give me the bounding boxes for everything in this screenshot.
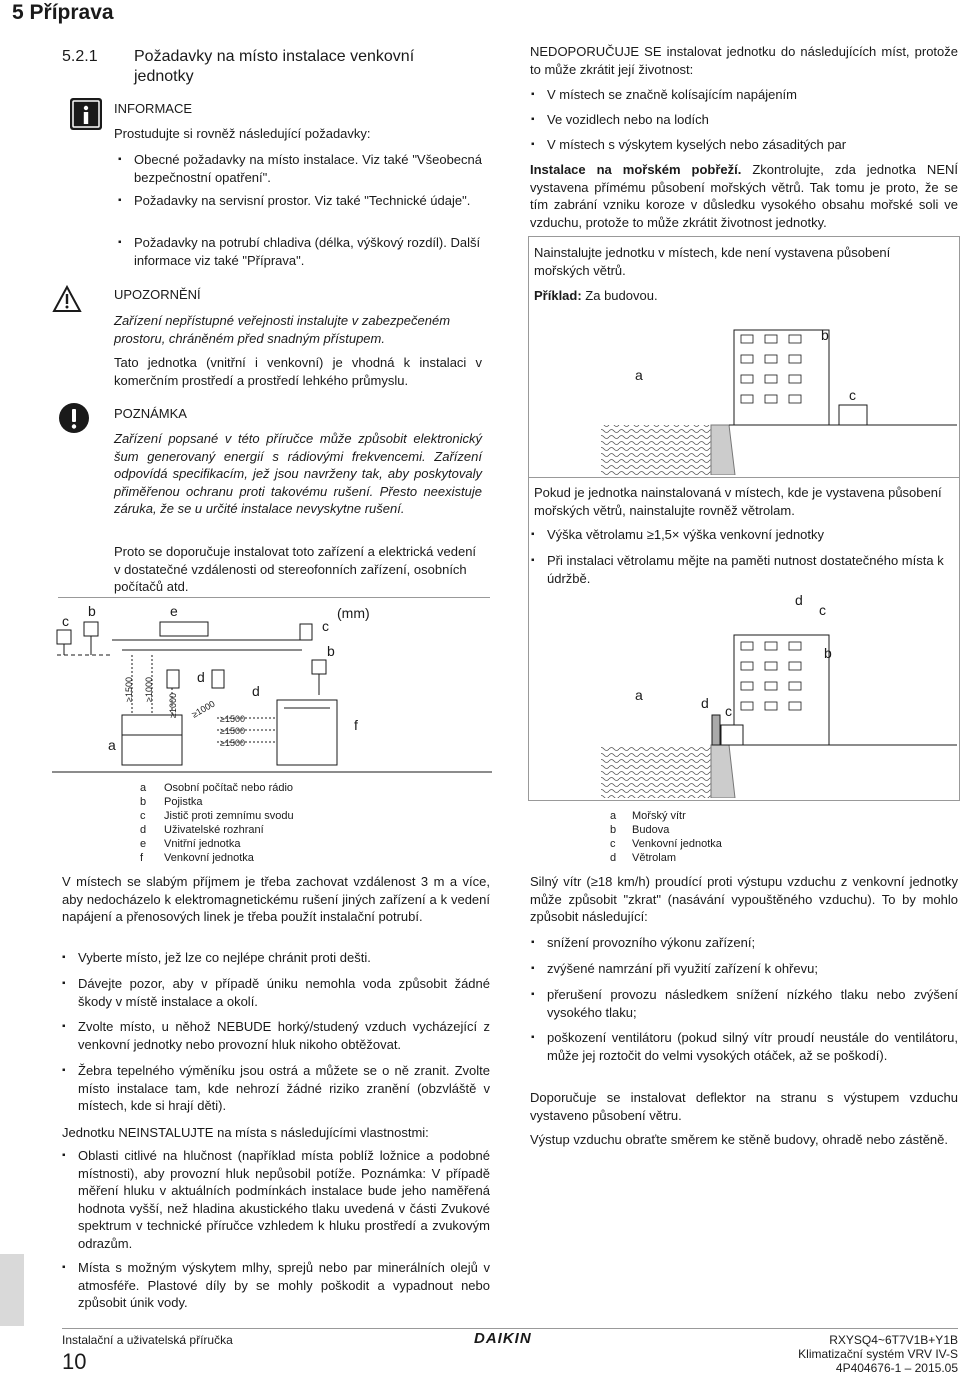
list-item: ▪ přerušení provozu následkem snížení nízkého tlaku nebo zvýšení vysokého tlaku;: [547, 986, 958, 1021]
svg-text:b: b: [327, 643, 335, 659]
dim-label: ≥1500: [220, 726, 245, 736]
legend-row: [140, 823, 360, 837]
list-item: ▪ Místa s možným výskytem mlhy, sprejů nebo par minerálních olejů v atmosféře. Plastové díly by se mohly poškodit a vypadnout nebo způsobit únik vody.: [78, 1259, 490, 1312]
legend-row: [140, 851, 360, 865]
legend-text: Uživatelské rozhraní: [164, 824, 264, 836]
note-title: POZNÁMKA: [114, 406, 187, 421]
example-text: [534, 287, 658, 305]
example-value: Za budovou.: [581, 288, 658, 303]
list-item: ▪ V místech se značně kolísajícím napájením: [547, 86, 958, 104]
dim-label: ≥1500: [220, 738, 245, 748]
note-text: Zařízení popsané v této příručce může způsobit elektronický šum generovaný energií s rádiovými frekvencemi. Zařízení odpovídá specifikacím, jež jsou navrženy tak, aby poskytovaly přiměřenou ochranu proti takovému rušení. Přesto neexistuje záruka, že se u určité instalace nevyskytne rušení.: [114, 431, 482, 516]
legend-key: a: [140, 782, 147, 794]
paragraph: V místech se slabým příjmem je třeba zachovat vzdálenost 3 m a více, aby nedocházelo k elektromagnetickému rušení jiných zařízení a k vedení napájení a přenosových linek je třeba použít instalační potrubí.: [62, 874, 490, 924]
list-item: ▪ Oblasti citlivé na hlučnost (například místa poblíž ložnice a podobné místnosti), aby provozní hluk nepůsobil potíže. Poznámka: V případě měření hluku v aktuálních podmínkách instalace bude jeho naměřená hodnota vyšší, než hladina akustického tlaku uvedená v části Zvukové spektrum v technické příručce vzhledem k hluku prostředí a zvukovým odrazům.: [78, 1147, 490, 1252]
paragraph: [530, 161, 958, 231]
legend-row: [610, 809, 810, 823]
building-diagram: [529, 320, 957, 475]
legend-row: [140, 781, 360, 795]
svg-text:b: b: [821, 327, 829, 343]
legend-key: c: [610, 838, 616, 850]
warning-icon: [52, 285, 82, 313]
sea-heading: Instalace na mořském pobřeží.: [530, 162, 742, 177]
section-title: Požadavky na místo instalace venkovní jednotky: [134, 48, 415, 85]
warning-text: Zařízení nepřístupné veřejnosti instalujte v zabezpečeném prostoru, chráněném před snadným přístupem.: [114, 313, 451, 346]
legend-text: Mořský vítr: [632, 810, 686, 822]
legend-key: d: [610, 852, 617, 864]
footer-manual-title: Instalační a uživatelská příručka: [62, 1333, 233, 1347]
list-item: ▪ V místech s výskytem kyselých nebo zásaditých par: [547, 136, 958, 154]
legend-text: Venkovní jednotka: [164, 852, 254, 864]
footer-model: RXYSQ4~6T7V1B+Y1B: [829, 1333, 958, 1347]
legend-text: Pojistka: [164, 796, 203, 808]
list-item: ▪ Výška větrolamu ≥1,5× výška venkovní jednotky: [547, 526, 947, 544]
legend-text: Venkovní jednotka: [632, 838, 722, 850]
info-intro: Prostudujte si rovněž následující požadavky:: [114, 126, 371, 141]
list-item: ▪ poškození ventilátoru (pokud silný vítr proudí neustále do ventilátoru, může jej roztočit do velmi vysokých otáček, až se poškodí).: [547, 1029, 958, 1064]
note-text: Proto se doporučuje instalovat toto zařízení a elektrická vedení v dostatečné vzdálenosti od stereofonních zařízení, osobních počítačů atd.: [114, 544, 477, 594]
list-item: ▪ zvýšené namrzání při využití zařízení k ohřevu;: [547, 960, 958, 978]
legend-row: [610, 823, 810, 837]
footer-system: Klimatizační systém VRV IV-S: [798, 1347, 958, 1361]
paragraph: Silný vítr (≥18 km/h) proudící proti výstupu vzduchu z venkovní jednotky může způsobit "zkrat" (nasávání vypouštěného vzduchu). To by mohlo způsobit následující:: [530, 874, 958, 924]
legend-row: [140, 809, 360, 823]
svg-text:c: c: [819, 602, 826, 618]
side-tab: [0, 1254, 24, 1326]
list-item: ▪ Při instalaci větrolamu mějte na paměti nutnost dostatečného místa k údržbě.: [547, 552, 957, 587]
legend-key: b: [140, 796, 147, 808]
windbreak-diagram: [529, 590, 957, 798]
svg-text:d: d: [701, 695, 709, 711]
footer-doc: 4P404676-1 – 2015.05: [835, 1361, 958, 1375]
info-icon: [70, 98, 102, 130]
svg-text:a: a: [108, 737, 116, 753]
legend-key: f: [140, 852, 144, 864]
example-label: Příklad:: [534, 288, 582, 303]
brand-text: DAIKIN: [474, 1330, 532, 1347]
daikin-logo: [474, 1331, 554, 1347]
svg-text:c: c: [322, 618, 329, 634]
paragraph: Jednotku NEINSTALUJTE na místa s následujícími vlastnostmi:: [62, 1125, 429, 1140]
svg-text:e: e: [170, 603, 178, 619]
legend-key: c: [140, 810, 146, 822]
warning-text: Tato jednotka (vnitřní i venkovní) je vhodná k instalaci v komerčním prostředí a prostředí lehkého průmyslu.: [114, 355, 482, 388]
chapter-title: 5 Příprava: [12, 1, 114, 24]
svg-text:f: f: [354, 717, 358, 733]
legend-key: e: [140, 838, 147, 850]
legend-row: [610, 837, 810, 851]
svg-text:a: a: [635, 367, 643, 383]
svg-text:d: d: [197, 669, 205, 685]
dim-label: ≥1000: [168, 693, 178, 718]
legend-text: Vnitřní jednotka: [164, 838, 241, 850]
paragraph: NEDOPORUČUJE SE instalovat jednotku do následujících míst, protože to může zkrátit její životnost:: [530, 44, 958, 77]
info-title: INFORMACE: [114, 101, 192, 116]
list-item: ▪ Vyberte místo, jež lze co nejlépe chránit proti dešti.: [78, 949, 490, 967]
svg-text:c: c: [849, 387, 856, 403]
list-item: ▪ Ve vozidlech nebo na lodích: [547, 111, 958, 129]
paragraph: Doporučuje se instalovat deflektor na stranu s výstupem vzduchu vystaveno působení větru.: [530, 1090, 958, 1123]
info-item: ▪ Obecné požadavky na místo instalace. Viz také "Všeobecná bezpečnostní opatření".: [134, 151, 482, 186]
info-item: ▪ Požadavky na potrubí chladiva (délka, výškový rozdíl). Další informace viz také "Příprava".: [134, 234, 482, 269]
svg-text:d: d: [795, 592, 803, 608]
svg-text:b: b: [824, 645, 832, 661]
page-number: 10: [62, 1349, 87, 1374]
legend-row: [610, 851, 810, 865]
dim-label: ≥1500: [220, 714, 245, 724]
svg-text:b: b: [88, 603, 96, 619]
legend-text: Jistič proti zemnímu svodu: [164, 810, 294, 822]
legend-row: [140, 837, 360, 851]
exclamation-icon: [58, 402, 90, 434]
legend-text: Osobní počítač nebo rádio: [164, 782, 294, 794]
installation-diagram: [52, 600, 492, 780]
dim-label: ≥1500: [124, 677, 134, 702]
figure-legend: [140, 781, 360, 865]
box-text: Nainstalujte jednotku v místech, kde není vystavena působení mořských větrů.: [534, 245, 891, 278]
warning-title: UPOZORNĚNÍ: [114, 287, 201, 302]
svg-text:c: c: [62, 613, 69, 629]
footer-divider: [62, 1328, 958, 1329]
legend-row: [140, 795, 360, 809]
list-item: ▪ snížení provozního výkonu zařízení;: [547, 934, 958, 952]
divider: [58, 597, 490, 598]
svg-text:c: c: [725, 703, 732, 719]
svg-text:a: a: [635, 687, 643, 703]
list-item: ▪ Dávejte pozor, aby v případě úniku nemohla voda způsobit žádné škody v místě instalace a okolí.: [78, 975, 490, 1010]
unit-label: (mm): [337, 605, 370, 621]
sea-text: Zkontrolujte, zda jednotka NENÍ vystavena přímému působení mořských větrů. Tak tomu je proto, že se tím zabrání vzniku koroze v důsledku vysokého obsahu mořské soli ve vzduchu, protože to může zkrátit životnost jednotky.: [530, 162, 958, 230]
box-text: Pokud je jednotka nainstalovaná v místech, kde je vystavena působení mořských větrů, nainstalujte rovněž větrolam.: [534, 485, 942, 518]
info-item: ▪ Požadavky na servisní prostor. Viz také "Technické údaje".: [134, 192, 482, 210]
list-item: ▪ Žebra tepelného výměníku jsou ostrá a můžete se o ně zranit. Zvolte místo instalace tam, kde nehrozí žádné riziko zranění (obzvláště v místech, kde si hrají děti).: [78, 1062, 490, 1115]
figure-legend: [610, 809, 810, 865]
paragraph: Výstup vzduchu obraťte směrem ke stěně budovy, ohradě nebo zástěně.: [530, 1132, 948, 1147]
legend-key: b: [610, 824, 617, 836]
legend-text: Budova: [632, 824, 670, 836]
dim-label: ≥1000: [190, 698, 217, 720]
legend-key: a: [610, 810, 617, 822]
section-number: 5.2.1: [62, 48, 98, 65]
legend-text: Větrolam: [632, 852, 677, 864]
list-item: ▪ Zvolte místo, u něhož NEBUDE horký/studený vzduch vycházející z venkovní jednotky nebo provozní hluk nikoho obtěžovat.: [78, 1018, 490, 1053]
legend-key: d: [140, 824, 147, 836]
dim-label: ≥1000: [144, 677, 154, 702]
svg-text:d: d: [252, 683, 260, 699]
